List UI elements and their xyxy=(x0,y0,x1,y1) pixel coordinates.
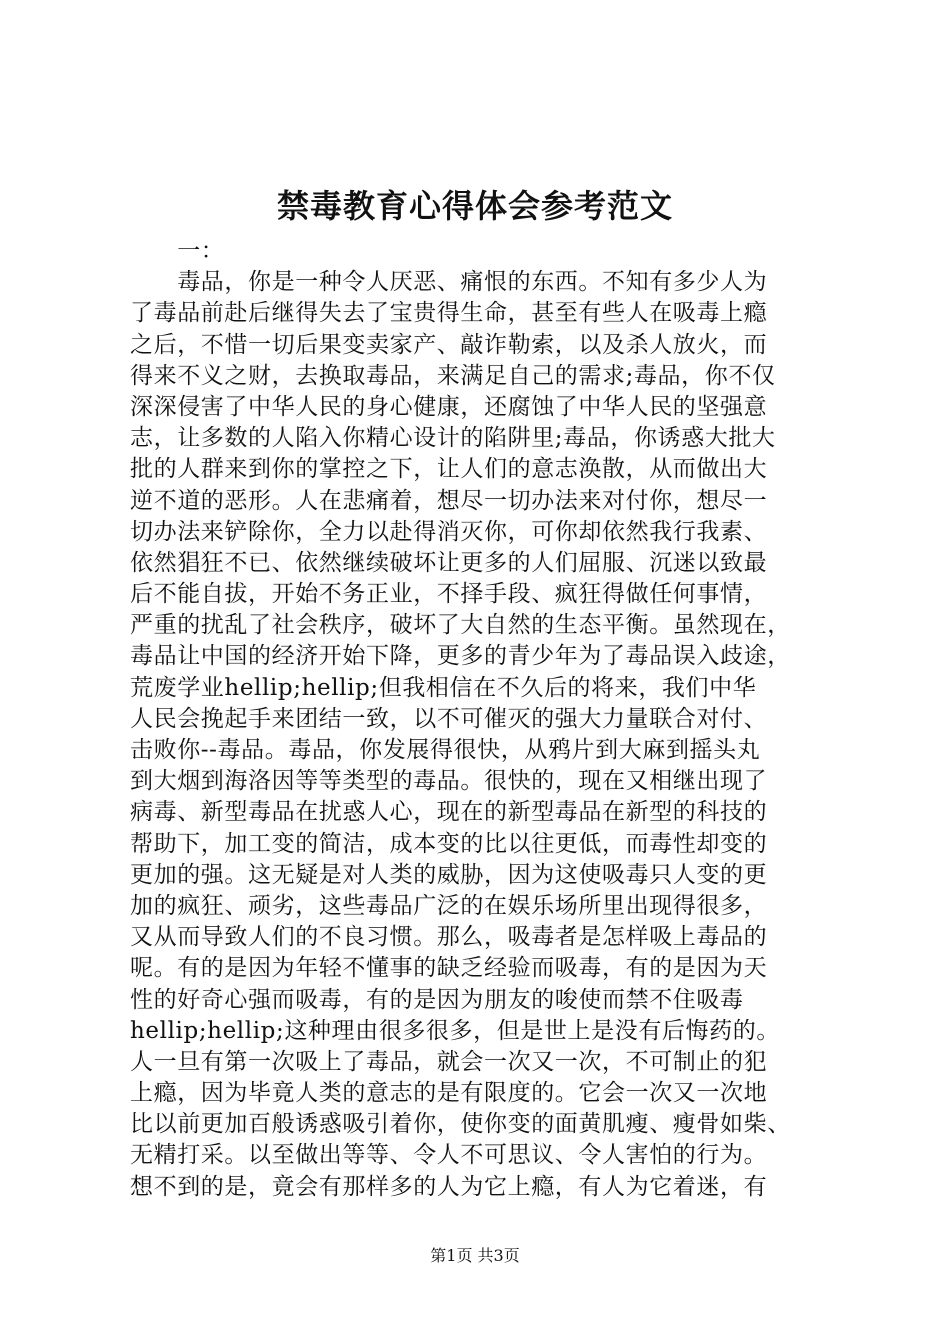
text-line: 了毒品前赴后继得失去了宝贵得生命，甚至有些人在吸毒上瘾 xyxy=(130,300,768,327)
document-title: 禁毒教育心得体会参考范文 xyxy=(276,187,673,225)
text-line: 严重的扰乱了社会秩序，破坏了大自然的生态平衡。虽然现在， xyxy=(130,612,791,639)
text-line: 病毒、新型毒品在扰惑人心，现在的新型毒品在新型的科技的 xyxy=(130,799,768,826)
text-line: 一： xyxy=(130,238,225,264)
page-footer: 第1页 共3页 xyxy=(430,1246,520,1265)
text-line: 荒废学业hellip;hellip;但我相信在不久后的将来，我们中华 xyxy=(130,674,757,701)
text-line: 人民会挽起手来团结一致，以不可催灭的强大力量联合对付、 xyxy=(130,705,768,732)
text-line: 又从而导致人们的不良习惯。那么，吸毒者是怎样吸上毒品的 xyxy=(130,924,768,951)
text-line: 比以前更加百般诱惑吸引着你，使你变的面黄肌瘦、瘦骨如柴、 xyxy=(130,1111,791,1138)
text-line: 帮助下，加工变的简洁，成本变的比以往更低，而毒性却变的 xyxy=(130,830,768,857)
text-line: 得来不义之财，去换取毒品，来满足自己的需求;毒品，你不仅 xyxy=(130,362,776,389)
text-line: 批的人群来到你的掌控之下，让人们的意志涣散，从而做出大 xyxy=(130,456,768,483)
text-line: 志，让多数的人陷入你精心设计的陷阱里;毒品，你诱惑大批大 xyxy=(130,425,776,452)
text-line: 到大烟到海洛因等等类型的毒品。很快的，现在又相继出现了 xyxy=(130,768,768,795)
text-line: 击败你--毒品。毒品，你发展得很快，从鸦片到大麻到摇头丸 xyxy=(130,737,761,763)
text-line: 上瘾，因为毕竟人类的意志的是有限度的。它会一次又一次地 xyxy=(130,1080,768,1107)
text-line: 后不能自拔，开始不务正业，不择手段、疯狂得做任何事情， xyxy=(130,581,768,608)
text-line: 逆不道的恶形。人在悲痛着，想尽一切办法来对付你，想尽一 xyxy=(130,487,768,514)
text-line: 加的疯狂、顽劣，这些毒品广泛的在娱乐场所里出现得很多， xyxy=(130,892,768,919)
text-line: 之后，不惜一切后果变卖家产、敲诈勒索，以及杀人放火，而 xyxy=(130,331,768,358)
text-line: 毒品让中国的经济开始下降，更多的青少年为了毒品误入歧途， xyxy=(130,643,791,670)
text-line: 更加的强。这无疑是对人类的威胁，因为这使吸毒只人变的更 xyxy=(130,861,768,888)
text-line: hellip;hellip;这种理由很多很多，但是世上是没有后悔药的。 xyxy=(130,1017,780,1044)
text-line: 想不到的是，竟会有那样多的人为它上瘾，有人为它着迷，有 xyxy=(130,1173,768,1200)
text-line: 性的好奇心强而吸毒，有的是因为朋友的唆使而禁不住吸毒 xyxy=(130,986,744,1013)
text-line: 切办法来铲除你，全力以赴得消灭你，可你却依然我行我素、 xyxy=(130,518,768,545)
text-line: 呢。有的是因为年轻不懂事的缺乏经验而吸毒，有的是因为天 xyxy=(130,955,768,982)
text-line: 人一旦有第一次吸上了毒品，就会一次又一次，不可制止的犯 xyxy=(130,1048,768,1075)
text-line: 无精打采。以至做出等等、令人不可思议、令人害怕的行为。 xyxy=(130,1142,768,1169)
text-line: 深深侵害了中华人民的身心健康，还腐蚀了中华人民的坚强意 xyxy=(130,393,768,420)
document-body xyxy=(130,236,830,1203)
text-line: 毒品，你是一种令人厌恶、痛恨的东西。不知有多少人为 xyxy=(130,269,768,296)
text-line: 依然猖狂不已、依然继续破坏让更多的人们屈服、沉迷以致最 xyxy=(130,549,768,576)
